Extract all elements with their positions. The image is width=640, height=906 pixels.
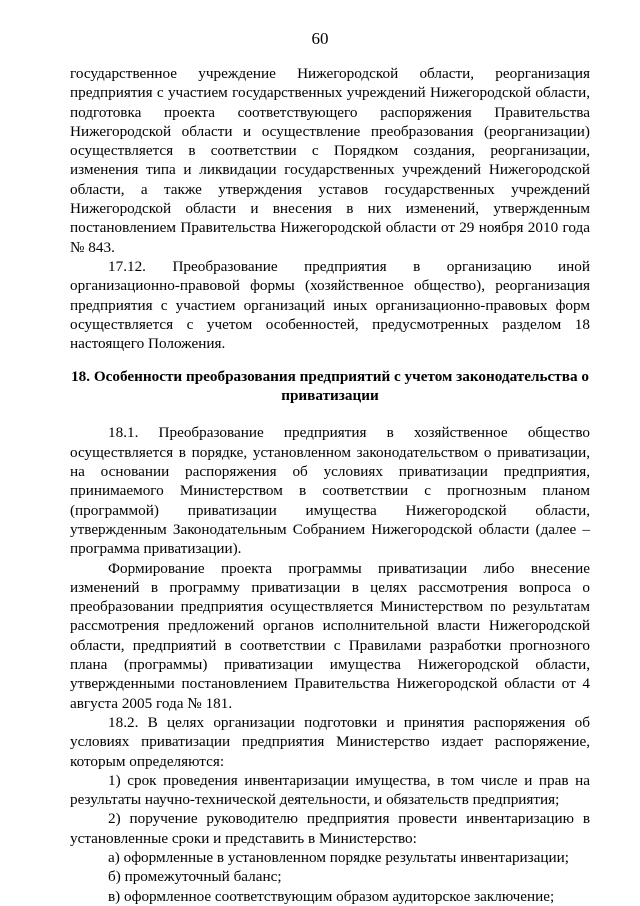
paragraph-18-1: 18.1. Преобразование предприятия в хозяйственное общество осуществляется в порядке, установленном законодательством о приватизации, на основании распоряжения об условиях приватизации предприятия, принимаемого Министерством в соответствии с прогнозным планом (программой) приватизации имущества Нижегородской области, утвержденным Законодательным Собранием Нижегородской области (далее – программа приватизации). xyxy=(70,424,590,558)
list-item-1: 1) срок проведения инвентаризации имущества, в том числе и прав на результаты научно-технической деятельности, и обязательств предприятия; xyxy=(70,771,590,809)
paragraph-continuation: государственное учреждение Нижегородской области, реорганизация предприятия с участием государственных учреждений Нижегородской области, подготовка проекта соответствующего распоряжения Правительства Нижегородской области и осуществление преобразования (реорганизации) осуществляется в соответствии с Порядком создания, реорганизации, изменения типа и ликвидации государственных учреждений Нижегородской области, а также утверждения уставов государственных учреждений Нижегородской области и внесения в них изменений, утвержденным постановлением Правительства Нижегородской области от 29 ноября 2010 года № 843. xyxy=(70,65,590,256)
list-subitem-a: а) оформленные в установленном порядке результаты инвентаризации; xyxy=(108,848,570,866)
section-heading: 18. Особенности преобразования предприятий с учетом законодательства о приватизации xyxy=(71,368,589,405)
paragraph-program-formation: Формирование проекта программы приватизации либо внесение изменений в программу приватизации в целях рассмотрения вопроса о преобразовании предприятия осуществляется Министерством по результатам рассмотрения предложений органов исполнительной власти Нижегородской области, предприятий в соответствии с Правилами разработки прогнозного плана (программы) приватизации имущества Нижегородской области, утвержденными постановлением Правительства Нижегородской области от 4 августа 2005 года № 181. xyxy=(70,559,590,712)
list-subitem-b: б) промежуточный баланс; xyxy=(108,868,282,886)
page-number: 60 xyxy=(311,29,329,48)
paragraph-17-12: 17.12. Преобразование предприятия в организацию иной организационно-правовой формы (хозяйственное общество), реорганизация предприятия с участием организаций иных организационно-правовых форм осуществляется с учетом особенностей, предусмотренных разделом 18 настоящего Положения. xyxy=(70,257,590,353)
document-body xyxy=(70,64,590,906)
list-subitem-c: в) оформленное соответствующим образом аудиторское заключение; xyxy=(108,887,555,905)
paragraph-18-2: 18.2. В целях организации подготовки и принятия распоряжения об условиях приватизации предприятия Министерство издает распоряжение, которым определяются: xyxy=(70,713,590,770)
list-item-2: 2) поручение руководителю предприятия провести инвентаризацию в установленные сроки и представить в Министерство: xyxy=(70,810,590,847)
